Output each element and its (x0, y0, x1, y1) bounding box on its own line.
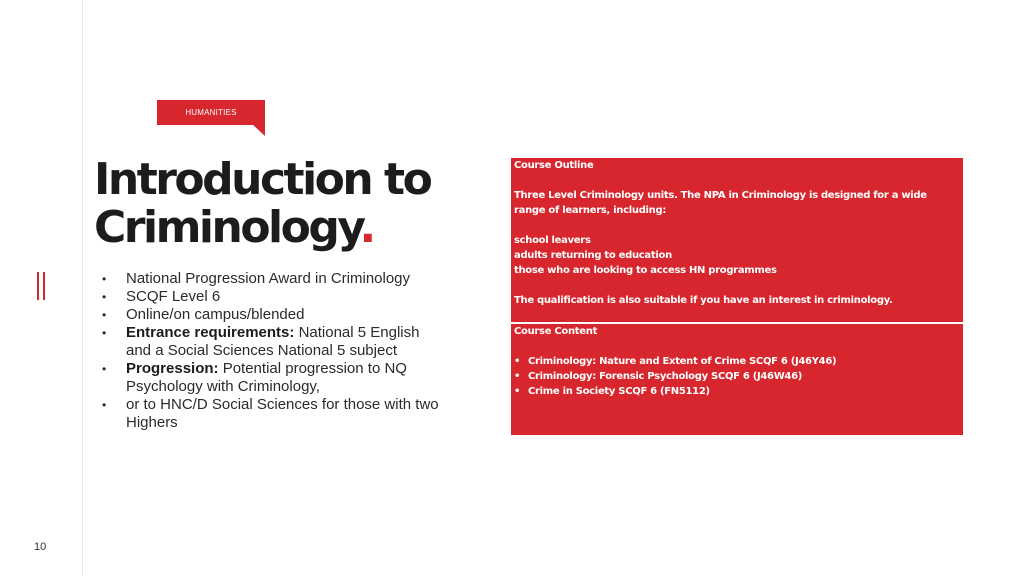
tag-notch (252, 124, 265, 136)
left-divider (82, 0, 83, 576)
list-item (100, 306, 440, 324)
title-dot: . (359, 202, 374, 253)
page-title (94, 156, 430, 252)
page-number: 10 (34, 541, 47, 553)
bullet-text: National Progression Award in Criminology (126, 270, 411, 287)
list-item (100, 288, 440, 306)
unit-item: • Crime in Society SCQF 6 (FN5112) (514, 384, 960, 399)
unit-list (514, 354, 960, 399)
bullet-label: Progression: (126, 360, 219, 377)
bullet-text: Potential progression to NQ Psychology with Criminology, (126, 360, 407, 395)
title-line-2: Criminology (94, 202, 360, 253)
list-item (100, 396, 440, 432)
list-item (100, 360, 440, 396)
list-item (100, 324, 440, 360)
unit-item: • Criminology: Forensic Psychology SCQF 6 (J46W46) (514, 369, 960, 384)
learner-item: school leavers (514, 235, 591, 246)
bullet-text: National 5 English and a Social Sciences National 5 subject (126, 324, 420, 359)
outline-suitability: The qualification is also suitable if you have an interest in criminology. (514, 295, 893, 306)
course-content-panel (511, 324, 963, 435)
key-facts-list (100, 270, 440, 432)
bullet-label: Entrance requirements: (126, 324, 295, 341)
title-line-1: Introduction to (94, 154, 431, 205)
bullet-text: SCQF Level 6 (126, 288, 221, 305)
list-item (100, 270, 440, 288)
learner-item: those who are looking to access HN programmes (514, 265, 777, 276)
bullet-text: or to HNC/D Social Sciences for those with two Highers (126, 396, 439, 431)
bullet-text: Online/on campus/blended (126, 306, 305, 323)
category-tag: HUMANITIES (157, 100, 265, 125)
content-heading: Course Content (514, 326, 598, 337)
learner-item: adults returning to education (514, 250, 672, 261)
outline-intro: Three Level Criminology units. The NPA in Criminology is designed for a wide range of learners, including: (514, 190, 927, 216)
accent-bars (37, 272, 45, 300)
unit-item: • Criminology: Nature and Extent of Crime SCQF 6 (J46Y46) (514, 354, 960, 369)
outline-heading: Course Outline (514, 160, 594, 171)
course-outline-panel (511, 158, 963, 322)
